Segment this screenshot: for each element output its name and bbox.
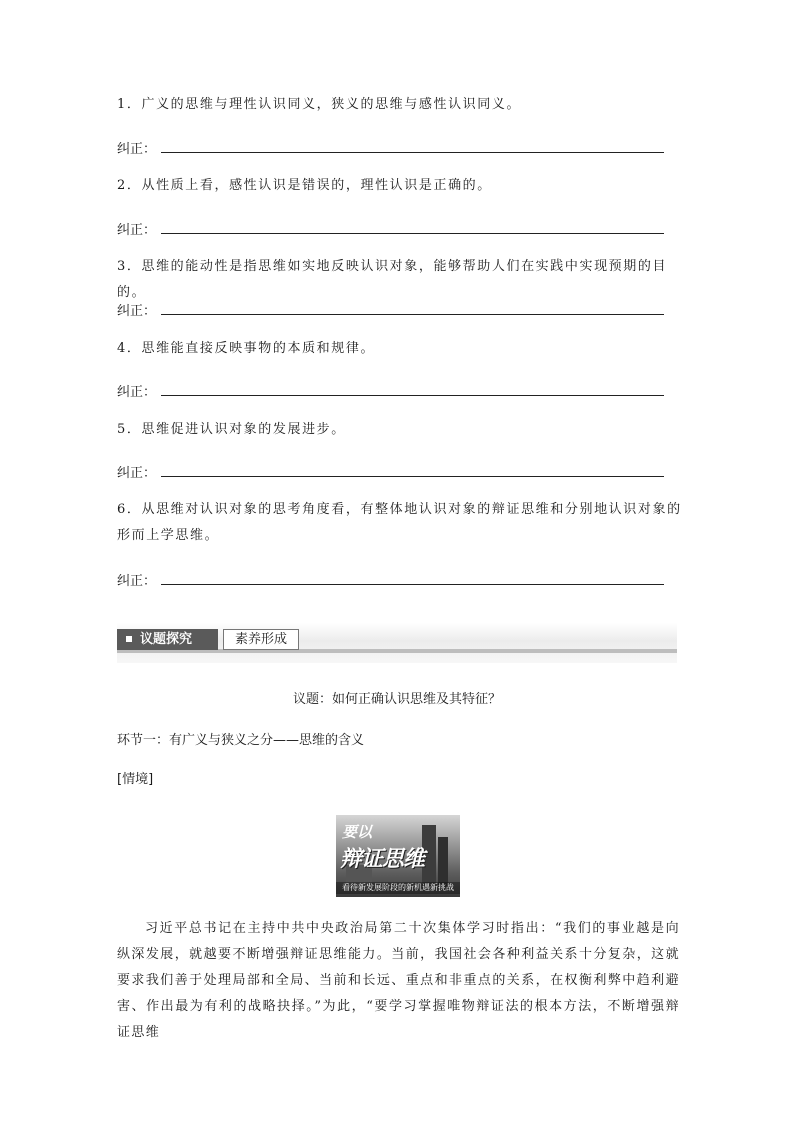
correction-line-4[interactable]	[117, 381, 664, 401]
context-paragraph: 习近平总书记在主持中共中央政治局第二十次集体学习时指出：“我们的事业越是向纵深发展，就越要不断增强辩证思维能力。当前，我国社会各种利益关系十分复杂，这就要求我们善于处理局部和全局、当前和长远、重点和非重点的关系，在权衡利弊中趋利避害、作出最为有利的战略抉择。”为此，“要学习掌握唯物辩证法的根本方法，不断增强辩证思维	[117, 921, 680, 1040]
answer-underline	[161, 584, 664, 585]
section-header-band	[117, 623, 677, 663]
answer-underline	[161, 152, 664, 153]
answer-underline	[161, 314, 664, 315]
correction-label: 纠正：	[117, 142, 157, 157]
building-shape	[422, 825, 436, 889]
correction-line-3[interactable]	[117, 300, 664, 320]
correction-line-5[interactable]	[117, 462, 664, 482]
segment-heading: 环节一：有广义与狭义之分——思维的含义	[117, 733, 365, 748]
question-3: 3．思维的能动性是指思维如实地反映认识对象，能够帮助人们在实践中实现预期的目的。	[117, 259, 668, 300]
correction-label: 纠正：	[117, 466, 157, 481]
answer-underline	[161, 233, 664, 234]
correction-line-2[interactable]	[117, 219, 664, 239]
image-caption-line1: 要以	[342, 823, 373, 841]
correction-line-6[interactable]	[117, 570, 664, 590]
image-caption-line2: 辩证思维	[340, 847, 425, 872]
correction-label: 纠正：	[117, 223, 157, 238]
question-5: 5．思维促进认识对象的发展进步。	[117, 422, 346, 437]
question-1: 1．广义的思维与理性认识同义，狭义的思维与感性认识同义。	[117, 97, 522, 112]
topic-title: 议题：如何正确认识思维及其特征？	[292, 692, 501, 707]
question-4: 4．思维能直接反映事物的本质和规律。	[117, 341, 376, 356]
correction-label: 纠正：	[117, 385, 157, 400]
context-label: [情境]	[117, 772, 154, 787]
correction-label: 纠正：	[117, 574, 157, 589]
answer-underline	[161, 476, 664, 477]
question-2: 2．从性质上看，感性认识是错误的，理性认识是正确的。	[117, 178, 492, 193]
context-image	[336, 815, 460, 897]
section-tag-main-label: 议题探究	[140, 632, 193, 647]
section-tag-main	[117, 629, 218, 650]
correction-label: 纠正：	[117, 304, 157, 319]
section-tag-sub: 素养形成	[223, 629, 299, 650]
answer-underline	[161, 395, 664, 396]
square-bullet-icon	[126, 636, 132, 642]
image-caption-line3: 看待新发展阶段的新机遇新挑战	[336, 882, 460, 894]
correction-line-1[interactable]	[117, 138, 664, 158]
question-6: 6．从思维对认识对象的思考角度看，有整体地认识对象的辩证思维和分别地认识对象的形而上学思维。	[117, 502, 682, 543]
